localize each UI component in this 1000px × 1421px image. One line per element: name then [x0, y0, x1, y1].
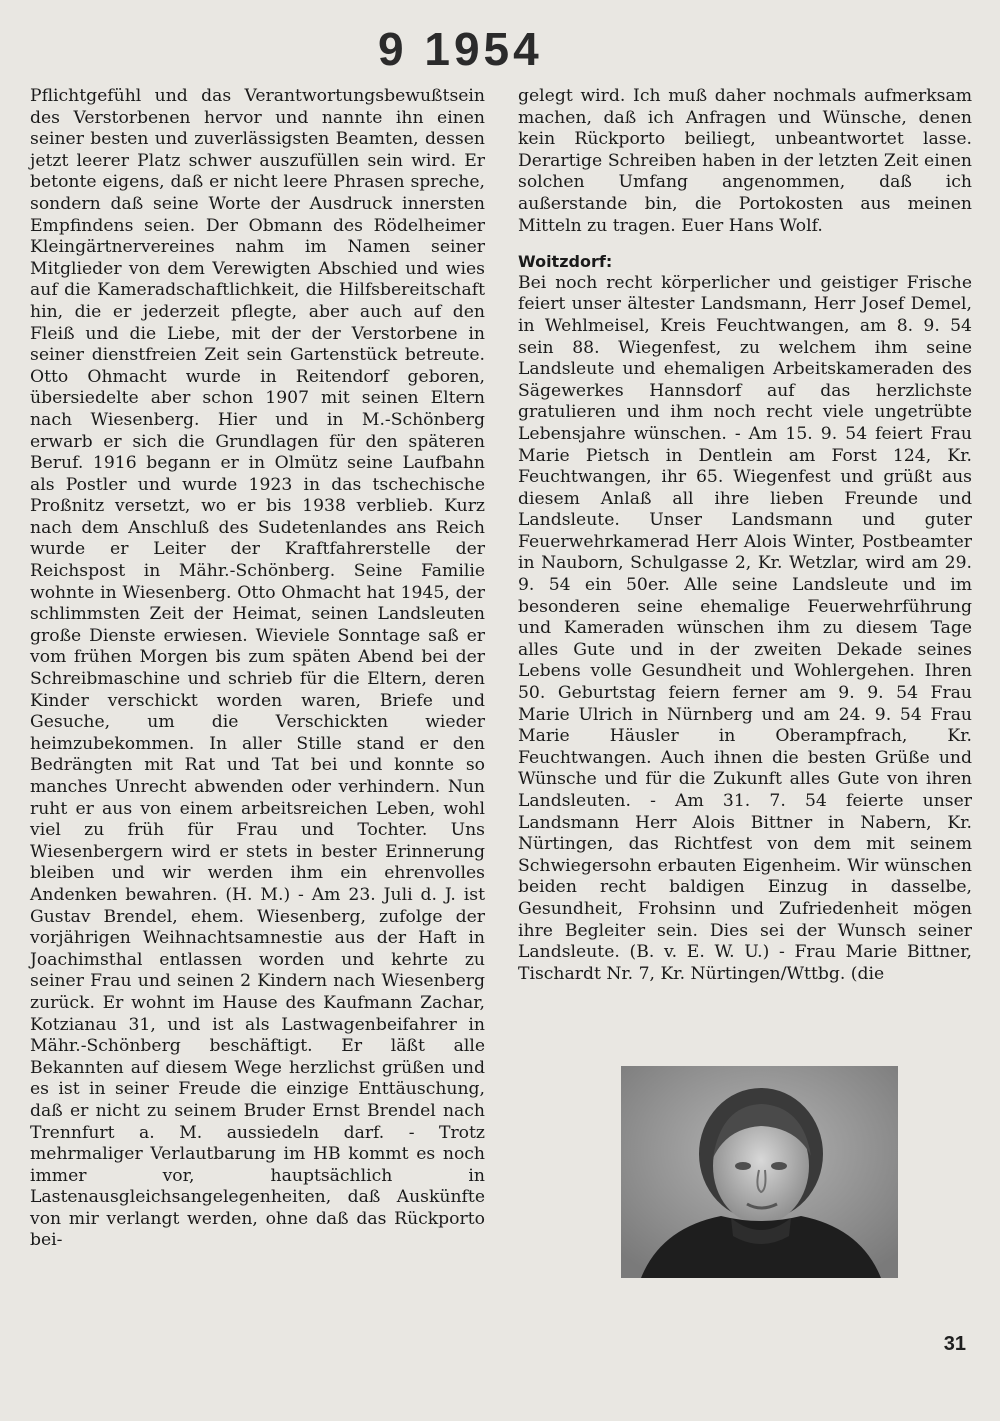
issue-header: 9 1954	[378, 23, 543, 75]
left-column	[30, 86, 485, 1252]
right-column-text-bottom: Bei noch recht körperlicher und geistiger Frische feiert unser ältester Landsmann, Herr Josef Demel, in Wehlmeisel, Kreis Feuchtwangen, am 8. 9. 54 sein 88. Wiegenfest, zu welchem ihm seine Landsleute und ehemaligen Arbeitskameraden des Sägewerkes Hannsdorf auf das herzlichste gratulieren und ihm noch recht viele ungetrübte Lebensjahre wünschen. - Am 15. 9. 54 feiert Frau Marie Pietsch in Dentlein am Forst 124, Kr. Feuchtwangen, ihr 65. Wiegenfest und grüßt aus diesem Anlaß all ihre lieben Freunde und Landsleute. Unser Landsmann und guter Feuerwehrkamerad Herr Alois Winter, Postbeamter in Nauborn, Schulgasse 2, Kr. Wetzlar, wird am 29. 9. 54 ein 50er. Alle seine Landsleute und im besonderen seine ehemalige Feuerwehrführung und Kameraden wünschen ihm zu diesem Tage alles Gute und in der zweiten Dekade seines Lebens volle Gesundheit und Wohlergehen. Ihren 50. Geburtstag feiern ferner am 9. 9. 54 Frau Marie Ulrich in Nürnberg und am 24. 9. 54 Frau Marie Häusler in Oberampfrach, Kr. Feuchtwangen. Auch ihnen die besten Grüße und Wünsche und für die Zukunft alles Gute von ihren Landsleuten. - Am 31. 7. 54 feierte unser Landsmann Herr Alois Bittner in Nabern, Kr. Nürtingen, das Richtfest von dem mit seinem Schwiegersohn erbauten Eigenheim. Wir wünschen beiden recht baldigen Einzug in dasselbe, Gesundheit, Frohsinn und Zufriedenheit mögen ihre Begleiter sein. Dies sei der Wunsch seiner Landsleute. (B. v. E. W. U.) - Frau Marie Bittner, Tischardt Nr. 7, Kr. Nürtingen/Wttbg. (die	[518, 272, 972, 984]
portrait-photo	[621, 1066, 898, 1278]
section-heading-woitzdorf: Woitzdorf:	[518, 252, 613, 272]
left-column-text: Pflichtgefühl und das Verantwortungsbewußtsein des Verstorbenen hervor und nannte ihn einen seiner besten und zuverlässigsten Beamten, dessen jetzt leerer Platz schwer auszufüllen sein wird. Er betonte eigens, daß er nicht leere Phrasen spreche, sondern daß seine Worte der Ausdruck innersten Empfindens seien. Der Obmann des Rödelheimer Kleingärtnervereines nahm im Namen seiner Mitglieder von dem Verewigten Abschied und wies auf die Kameradschaftlichkeit, die Hilfsbereitschaft hin, die er jederzeit pflegte, aber auch auf den Fleiß und die Liebe, mit der der Verstorbene in seiner dienstfreien Zeit sein Gartenstück betreute. Otto Ohmacht wurde in Reitendorf geboren, übersiedelte aber schon 1907 mit seinen Eltern nach Wiesenberg. Hier und in M.-Schönberg erwarb er sich die Grundlagen für den späteren Beruf. 1916 begann er in Olmütz seine Laufbahn als Postler und wurde 1923 in das tschechische Proßnitz versetzt, wo er bis 1938 verblieb. Kurz nach dem Anschluß des Sudetenlandes ans Reich wurde er Leiter der Kraftfahrerstelle der Reichspost in Mähr.-Schönberg. Seine Familie wohnte in Wiesenberg. Otto Ohmacht hat 1945, der schlimmsten Zeit der Heimat, seinen Landsleuten große Dienste erwiesen. Wieviele Sonntage saß er vom frühen Morgen bis zum späten Abend bei der Schreibmaschine und schrieb für die Eltern, deren Kinder verschickt worden waren, Briefe und Gesuche, um die Verschickten wieder heimzubekommen. In aller Stille stand er den Bedrängten mit Rat und Tat bei und konnte so manches Unrecht abwenden oder verhindern. Nun ruht er aus von einem arbeitsreichen Leben, wohl viel zu früh für Frau und Tochter. Uns Wiesenbergern wird er stets in bester Erinnerung bleiben und wir werden ihm ein ehrenvolles Andenken bewahren. (H. M.) - Am 23. Juli d. J. ist Gustav Brendel, ehem. Wiesenberg, zufolge der vorjährigen Weihnachtsamnestie aus der Haft in Joachimsthal entlassen worden und kehrte zu seiner Frau und seinen 2 Kindern nach Wiesenberg zurück. Er wohnt im Hause des Kaufmann Zachar, Kotzianau 31, und ist als Lastwagenbeifahrer in Mähr.-Schönberg beschäftigt. Er läßt alle Bekannten auf diesem Wege herzlichst grüßen und es ist in seiner Freude die einzige Enttäuschung, daß er nicht zu seinem Bruder Ernst Brendel nach Trennfurt a. M. aussiedeln darf. - Trotz mehrmaliger Verlautbarung im HB kommt es noch immer vor, hauptsächlich in Lastenausgleichsangelegenheiten, daß Auskünfte von mir verlangt werden, ohne daß das Rückporto bei-	[30, 86, 485, 1251]
page-number: 31	[943, 1333, 966, 1355]
right-column	[518, 86, 972, 985]
portrait-illustration	[621, 1066, 898, 1278]
right-column-text-top: gelegt wird. Ich muß daher nochmals aufmerksam machen, daß ich Anfragen und Wünsche, denen kein Rückporto beiliegt, unbeantwortet lasse. Derartige Schreiben haben in der letzten Zeit einen solchen Umfang angenommen, daß ich außerstande bin, die Portokosten aus meinen Mitteln zu tragen. Euer Hans Wolf.	[518, 86, 972, 236]
